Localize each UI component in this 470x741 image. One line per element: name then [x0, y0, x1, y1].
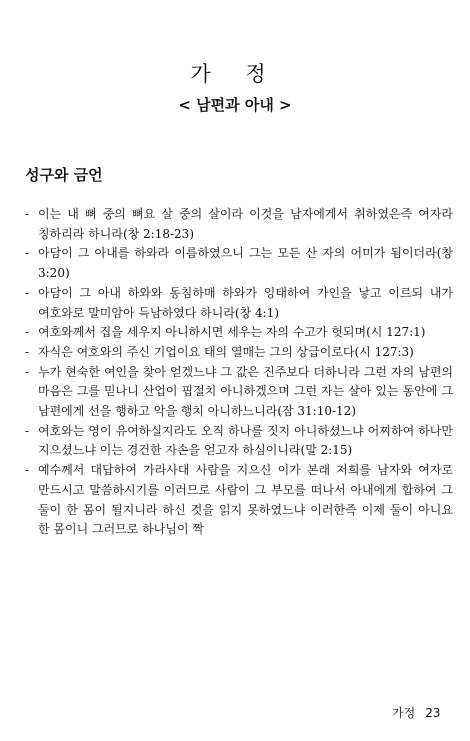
bullet-dash: -	[25, 246, 30, 261]
verse-text: 아담이 그 아내 하와와 동침하매 하와가 잉태하여 가인을 낳고 이르되 내가 여호와로 말미암아 득남하였다 하니라(창 4:1)	[38, 285, 453, 320]
verse-text: 여호와는 영이 유여하실지라도 오직 하나를 짓지 아니하셨느냐 어찌하여 하나만 지으셨느냐 이는 경건한 자손을 얻고자 하심이니라(말 2:15)	[38, 423, 453, 458]
verse-text: 아담이 그 아내를 하와라 이름하였으니 그는 모든 산 자의 어미가 됨이더라(창 3:20)	[38, 246, 453, 281]
page-title: 가 정	[190, 62, 280, 86]
verse-text: 이는 내 뼈 중의 뼈요 살 중의 살이라 이것을 남자에게서 취하였은즉 여자라 칭하리라 하니라(창 2:18-23)	[38, 207, 453, 241]
verse-item	[25, 363, 453, 422]
verse-item	[25, 422, 453, 461]
bullet-dash: -	[25, 285, 30, 300]
bullet-dash: -	[25, 207, 30, 221]
verse-text: 예수께서 대답하여 가라사대 사람을 지으신 이가 본래 저희를 남자와 여자로 만드시고 말씀하시기를 이러므로 사람이 그 부모를 떠나서 아내에게 합하여 그 둘이 한 몸이 될지니라 하신 것을 읽지 못하였느냐 이러한즉 이제 둘이 아니요 한 몸이니 그러므로 하나님이 짝	[38, 463, 453, 537]
page-number: 23	[425, 706, 441, 720]
verse-text: 자식은 여호와의 주신 기업이요 태의 열매는 그의 상급이로다(시 127:3)	[38, 344, 414, 359]
bullet-dash: -	[25, 364, 30, 379]
bullet-dash: -	[25, 325, 30, 340]
verse-item	[25, 461, 453, 540]
page-subtitle: < 남편과 아내 >	[178, 96, 292, 114]
bullet-dash: -	[25, 463, 30, 478]
verse-item	[25, 205, 453, 244]
verse-text: 여호와께서 집을 세우지 아니하시면 세우는 자의 수고가 헛되며(시 127:1)	[38, 325, 426, 340]
verse-item	[25, 323, 453, 343]
section-title: 성구와 금언	[25, 166, 103, 184]
verse-item	[25, 343, 453, 363]
page-footer	[392, 704, 440, 721]
running-title: 가정	[392, 706, 416, 720]
bullet-dash: -	[25, 423, 30, 438]
bullet-dash: -	[25, 344, 30, 359]
verse-text: 누가 현숙한 여인을 찾아 얻겠느냐 그 값은 진주보다 더하니라 그런 자의 남편의 마음은 그를 믿나니 산업이 핍절치 아니하겠으며 그런 자는 살아 있는 동안에 그 남편에게 선을 행하고 악을 행치 아니하느니라(잠 31:10-12)	[38, 364, 453, 419]
verse-item	[25, 284, 453, 323]
verse-item	[25, 244, 453, 283]
verse-list	[25, 205, 453, 540]
